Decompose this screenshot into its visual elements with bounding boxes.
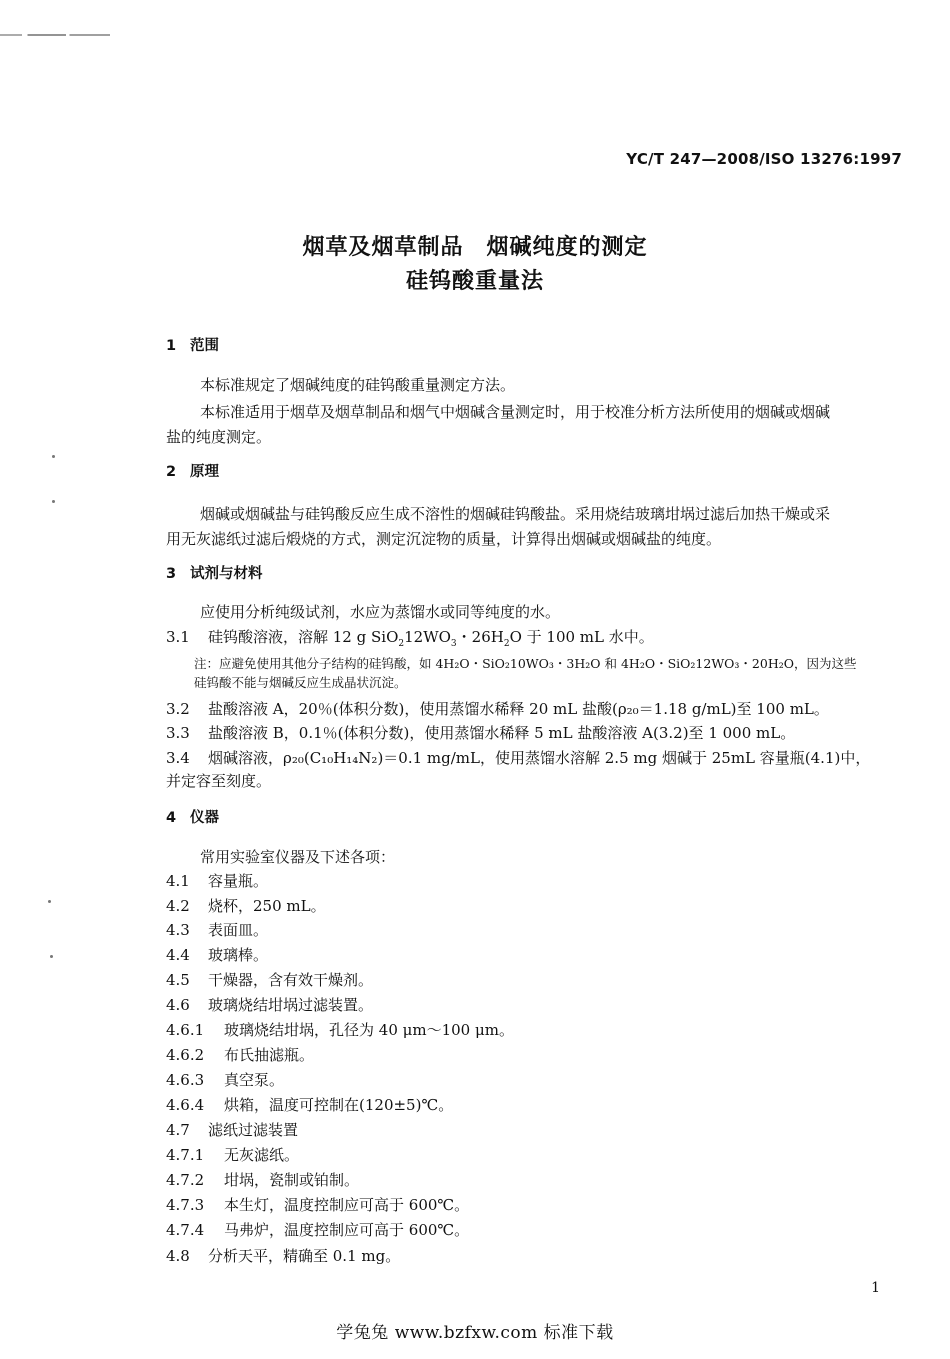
clause-number: 4.4 bbox=[166, 946, 190, 964]
section-title: 试剂与材料 bbox=[190, 566, 263, 582]
clause-number: 4.7.4 bbox=[166, 1221, 205, 1239]
clause-3-4 bbox=[166, 746, 898, 770]
section-heading-1 bbox=[166, 334, 898, 358]
scan-speck bbox=[52, 455, 55, 458]
clause-number: 4.7 bbox=[166, 1121, 190, 1139]
paragraph: 烟碱或烟碱盐与硅钨酸反应生成不溶性的烟碱硅钨酸盐。采用烧结玻璃坩埚过滤后加热干燥或采 bbox=[200, 505, 831, 523]
clause-text: 干燥器，含有效干燥剂。 bbox=[208, 971, 374, 989]
clause-number: 4.6.3 bbox=[166, 1071, 205, 1089]
list-item bbox=[166, 943, 898, 967]
clause-number: 4.6.1 bbox=[166, 1021, 205, 1039]
subscript: 3 bbox=[450, 639, 457, 649]
clause-number: 3.3 bbox=[166, 724, 190, 742]
paragraph-continuation: 盐的纯度测定。 bbox=[166, 428, 272, 446]
clause-text: O 于 100 mL 水中。 bbox=[509, 628, 654, 646]
clause-text: 滤纸过滤装置 bbox=[208, 1121, 299, 1139]
section-heading-2 bbox=[166, 460, 898, 484]
list-item bbox=[166, 1218, 898, 1242]
note-continuation: 硅钨酸不能与烟碱反应生成晶状沉淀。 bbox=[194, 675, 407, 690]
list-item bbox=[166, 968, 898, 992]
list-item bbox=[166, 918, 898, 942]
clause-number: 3.2 bbox=[166, 700, 190, 718]
clause-number: 4.1 bbox=[166, 872, 190, 890]
section-number: 3 bbox=[166, 566, 177, 582]
list-item bbox=[166, 1043, 898, 1067]
section-title: 仪器 bbox=[190, 810, 219, 826]
subscript: 2 bbox=[503, 639, 510, 649]
clause-number: 4.7.2 bbox=[166, 1171, 205, 1189]
clause-3-3 bbox=[166, 721, 898, 745]
clause-number: 4.7.1 bbox=[166, 1146, 205, 1164]
clause-text: 烟碱溶液，ρ₂₀(C₁₀H₁₄N₂)＝0.1 mg/mL，使用蒸馏水溶解 2.5 mg 烟碱于 25mL 容量瓶(4.1)中， bbox=[208, 749, 871, 767]
section-number: 4 bbox=[166, 810, 177, 826]
list-item bbox=[166, 1118, 898, 1142]
paragraph: 常用实验室仪器及下述各项： bbox=[200, 848, 396, 866]
section-heading-4 bbox=[166, 806, 898, 830]
clause-number: 4.6 bbox=[166, 996, 190, 1014]
list-item bbox=[166, 1143, 898, 1167]
clause-text: 容量瓶。 bbox=[208, 872, 269, 890]
section-number: 2 bbox=[166, 464, 177, 480]
scan-speck bbox=[50, 955, 53, 958]
paragraph-continuation: 用无灰滤纸过滤后煅烧的方式，测定沉淀物的质量，计算得出烟碱或烟碱盐的纯度。 bbox=[166, 530, 722, 548]
clause-number: 4.7.3 bbox=[166, 1196, 205, 1214]
clause-text: ・26H bbox=[456, 628, 504, 646]
clause-text: 本生灯，温度控制应可高于 600℃。 bbox=[224, 1196, 470, 1214]
clause-number: 4.5 bbox=[166, 971, 190, 989]
clause-number: 4.8 bbox=[166, 1247, 190, 1265]
document-title-line2: 硅钨酸重量法 bbox=[405, 269, 544, 294]
section-number: 1 bbox=[166, 338, 177, 354]
section-title: 原理 bbox=[190, 464, 219, 480]
clause-continuation: 并定容至刻度。 bbox=[166, 772, 272, 790]
list-item bbox=[166, 1168, 898, 1192]
scan-speck bbox=[48, 900, 51, 903]
clause-text: 玻璃烧结坩埚，孔径为 40 μm～100 μm。 bbox=[224, 1021, 514, 1039]
clause-text: 盐酸溶液 B，0.1％(体积分数)，使用蒸馏水稀释 5 mL 盐酸溶液 A(3.2)至 1 000 mL。 bbox=[208, 724, 796, 742]
clause-number: 3.4 bbox=[166, 749, 190, 767]
list-item bbox=[166, 1068, 898, 1092]
list-item bbox=[166, 1244, 898, 1268]
clause-number: 4.3 bbox=[166, 921, 190, 939]
clause-text: 坩埚，瓷制或铂制。 bbox=[224, 1171, 360, 1189]
clause-text: 烘箱，温度可控制在(120±5)℃。 bbox=[224, 1096, 454, 1114]
clause-text: 玻璃棒。 bbox=[208, 946, 269, 964]
list-item bbox=[166, 1193, 898, 1217]
clause-text: 真空泵。 bbox=[224, 1071, 285, 1089]
clause-text: 布氏抽滤瓶。 bbox=[224, 1046, 315, 1064]
clause-text: 烧杯，250 mL。 bbox=[208, 897, 326, 915]
subscript: 2 bbox=[398, 639, 405, 649]
clause-text: 12WO bbox=[404, 628, 451, 646]
list-item bbox=[166, 993, 898, 1017]
clause-text: 盐酸溶液 A，20％(体积分数)，使用蒸馏水稀释 20 mL 盐酸(ρ₂₀＝1.18 g/mL)至 100 mL。 bbox=[208, 700, 829, 718]
scan-artifact-line bbox=[0, 34, 110, 36]
clause-text: 硅钨酸溶液，溶解 12 g SiO bbox=[208, 628, 399, 646]
clause-number: 4.6.2 bbox=[166, 1046, 205, 1064]
list-item bbox=[166, 1093, 898, 1117]
clause-3-1 bbox=[166, 625, 898, 649]
list-item bbox=[166, 1018, 898, 1042]
paragraph: 应使用分析纯级试剂，水应为蒸馏水或同等纯度的水。 bbox=[200, 603, 561, 621]
clause-number: 4.6.4 bbox=[166, 1096, 205, 1114]
list-item bbox=[166, 869, 898, 893]
note: 注：应避免使用其他分子结构的硅钨酸，如 4H₂O・SiO₂10WO₃・3H₂O 和 4H₂O・SiO₂12WO₃・20H₂O，因为这些 bbox=[194, 656, 857, 671]
list-item bbox=[166, 894, 898, 918]
paragraph: 本标准适用于烟草及烟草制品和烟气中烟碱含量测定时，用于校准分析方法所使用的烟碱或烟碱 bbox=[200, 403, 831, 421]
clause-text: 玻璃烧结坩埚过滤装置。 bbox=[208, 996, 374, 1014]
scan-speck bbox=[52, 500, 55, 503]
paragraph: 本标准规定了烟碱纯度的硅钨酸重量测定方法。 bbox=[200, 376, 516, 394]
clause-text: 无灰滤纸。 bbox=[224, 1146, 300, 1164]
clause-text: 马弗炉，温度控制应可高于 600℃。 bbox=[224, 1221, 470, 1239]
section-heading-3 bbox=[166, 562, 898, 586]
standard-code: YC/T 247—2008/ISO 13276:1997 bbox=[626, 150, 902, 168]
page-number: 1 bbox=[871, 1280, 880, 1296]
clause-number: 4.2 bbox=[166, 897, 190, 915]
footer-watermark-link[interactable]: 学兔兔 www.bzfxw.com 标准下载 bbox=[336, 1323, 614, 1343]
clause-number: 3.1 bbox=[166, 628, 190, 646]
section-title: 范围 bbox=[190, 338, 219, 354]
clause-text: 表面皿。 bbox=[208, 921, 269, 939]
clause-text: 分析天平，精确至 0.1 mg。 bbox=[208, 1247, 401, 1265]
clause-3-2 bbox=[166, 697, 898, 721]
document-title-line1: 烟草及烟草制品 烟碱纯度的测定 bbox=[302, 235, 648, 260]
